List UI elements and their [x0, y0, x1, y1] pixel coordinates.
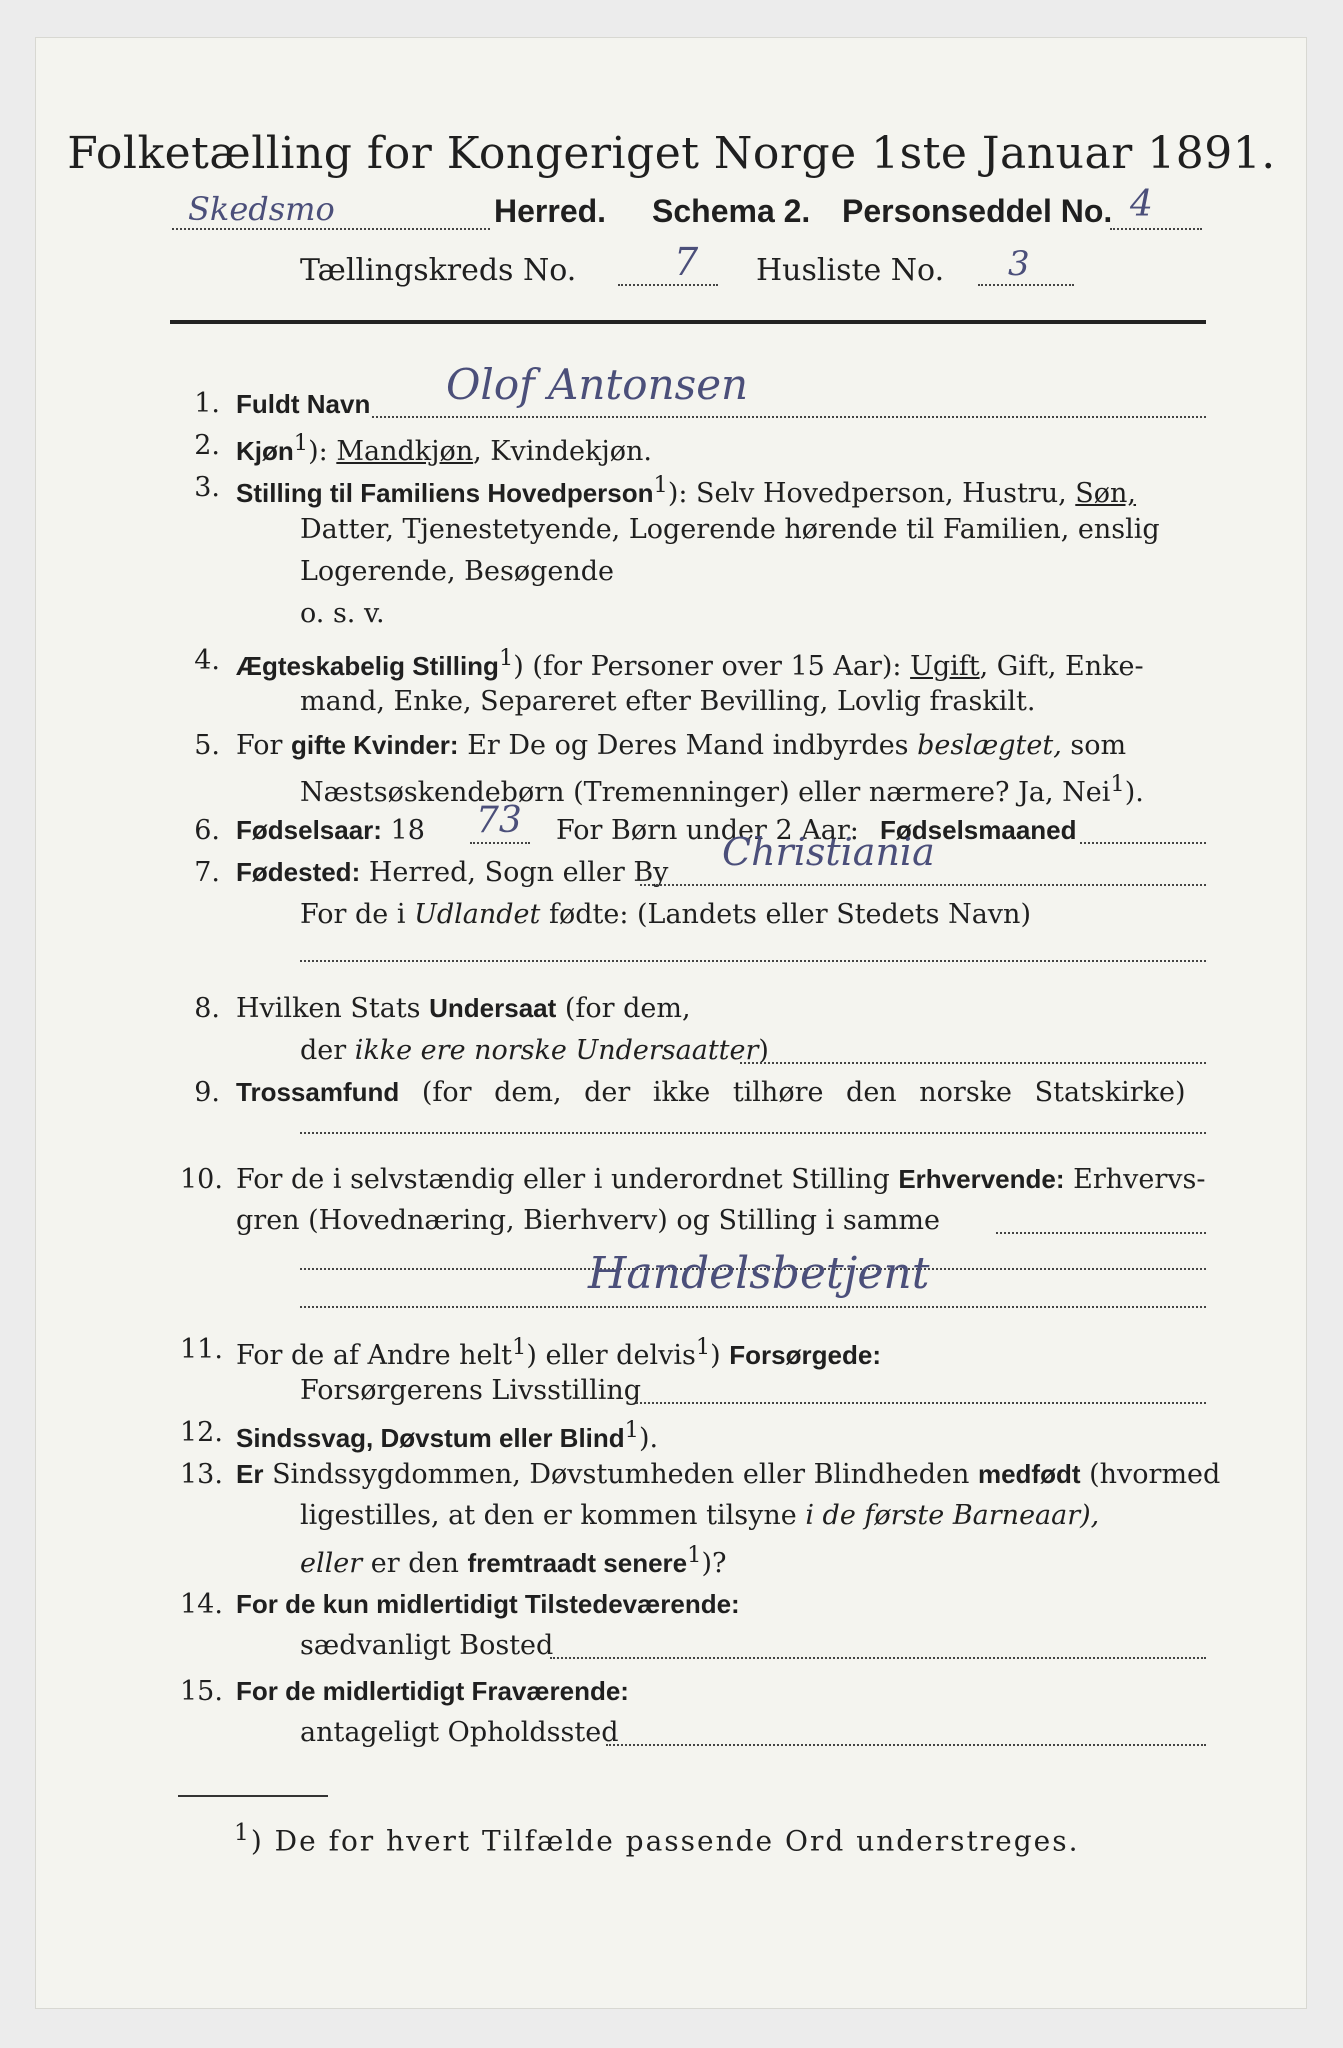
field-14-label: For de kun midlertidigt Tilstedeværende: [236, 1589, 740, 1619]
field-4-number: 4. [194, 645, 220, 676]
field-1-line [372, 416, 1206, 418]
footnote-mark: 1 [234, 1818, 251, 1846]
field-7-value: Christiania [722, 830, 935, 874]
field-6-year-prefix: 18 [390, 815, 425, 846]
field-7-abroad-lead: For de i [300, 899, 406, 930]
field-13-footnote-mark: 1 [687, 1542, 702, 1568]
field-5-end: ). [1124, 777, 1144, 808]
husliste-value: 3 [1008, 244, 1030, 284]
field-5-number: 5. [194, 730, 220, 761]
field-13-italic-2: eller [300, 1548, 363, 1579]
header-rule [170, 320, 1206, 324]
form-title: Folketælling for Kongeriget Norge 1ste Januar 1891. [67, 128, 1276, 179]
field-3-options-line: Datter, Tjenestetyende, Logerende hørende til Familien, enslig [300, 514, 1160, 545]
field-5-text-end: som [1070, 730, 1127, 761]
field-10-value: Handelsbetjent [588, 1248, 930, 1299]
field-4-text-end: , Gift, Enke- [979, 651, 1144, 682]
field-13-label-2: medfødt [977, 1459, 1081, 1489]
field-11-text-3: ) [710, 1340, 721, 1371]
field-10-line-3 [300, 1306, 1206, 1308]
field-13-row-3 [300, 1542, 726, 1579]
field-11-footnote-mark-2: 1 [695, 1334, 711, 1360]
herred-value: Skedsmo [188, 190, 335, 228]
taellingskreds-dotted-line [618, 284, 718, 286]
field-6-label: Fødselsaar: [236, 815, 382, 845]
field-10-text: For de i selvstændig eller i underordnet Stilling [236, 1164, 890, 1195]
field-5-row [236, 730, 1126, 761]
field-7-abroad-italic: Udlandet [414, 899, 541, 930]
field-8-close: ) [758, 1035, 769, 1066]
field-3-etc: o. s. v. [300, 598, 385, 629]
field-14-row-2: sædvanligt Bosted [300, 1630, 554, 1661]
field-6-year-line [470, 842, 530, 844]
field-5-lead: For [236, 730, 283, 761]
field-7-abroad-line [300, 960, 1206, 962]
field-7-abroad-text: fødte: (Landets eller Stedets Navn) [548, 899, 1031, 930]
field-13-row [236, 1459, 1220, 1490]
field-9-line [300, 1132, 1206, 1134]
field-13-number: 13. [180, 1459, 223, 1490]
field-14-number: 14. [180, 1589, 223, 1620]
field-2-selected-option: Mandkjøn [336, 436, 474, 467]
field-11-row-2: Forsørgerens Livsstilling [300, 1375, 642, 1406]
field-6-month-line [1080, 842, 1206, 844]
field-12-row [236, 1417, 658, 1454]
husliste-label: Husliste No. [756, 253, 945, 288]
field-3-footnote-mark: 1 [653, 472, 668, 498]
field-10-row-2: gren (Hovednæring, Bierhverv) og Stilling i samme [236, 1205, 941, 1236]
field-13-text-end: (hvormed [1089, 1459, 1221, 1490]
herred-dotted-line [172, 228, 490, 230]
field-1-label: Fuldt Navn [236, 389, 371, 419]
field-4-options-line: mand, Enke, Separeret efter Bevilling, Lovlig fraskilt. [300, 686, 1036, 717]
schema-label: Schema 2. [652, 193, 811, 229]
field-5-question-line [300, 771, 1144, 808]
husliste-dotted-line [978, 284, 1074, 286]
field-10-text-end: Erhvervs- [1073, 1164, 1206, 1195]
field-13-text-2: ligestilles, at den er kommen tilsyne [300, 1500, 797, 1531]
field-13-italic-1: i de første Barneaar), [805, 1500, 1100, 1531]
footnote-text: ) De for hvert Tilfælde passende Ord understreges. [250, 1824, 1080, 1858]
field-13-text-3: er den [370, 1548, 459, 1579]
field-10-number: 10. [180, 1164, 223, 1195]
field-9-label: Trossamfund [236, 1077, 400, 1107]
field-12-label: Sindssvag, Døvstum eller Blind [236, 1423, 625, 1453]
field-6-row [236, 815, 425, 846]
field-11-footnote-mark-1: 1 [512, 1334, 527, 1360]
personseddel-label: Personseddel No. [842, 193, 1113, 229]
field-8-label: Undersaat [429, 993, 557, 1023]
field-10-row [236, 1164, 1206, 1195]
field-13-end: )? [701, 1548, 727, 1579]
field-5-question: Næstsøskendebørn (Tremenninger) eller nærmere? Ja, Nei [300, 777, 1111, 808]
field-8-text: Hvilken Stats [236, 993, 421, 1024]
field-9-number: 9. [194, 1077, 220, 1108]
field-13-label-1: Er [236, 1459, 264, 1489]
field-8-italic: ikke ere norske Undersaatter [354, 1035, 759, 1066]
field-2-other-option: , Kvindekjøn. [473, 436, 652, 467]
field-10-label: Erhvervende: [898, 1164, 1065, 1194]
field-2-row [236, 430, 652, 467]
field-13-label-3: fremtraadt senere [467, 1548, 688, 1578]
field-2-footnote-mark: 1 [293, 430, 309, 456]
field-14-line [550, 1657, 1206, 1659]
field-10-line-1 [996, 1232, 1206, 1234]
footnote-rule [178, 1795, 328, 1797]
field-5-label: gifte Kvinder: [291, 730, 459, 760]
field-4-row [236, 645, 1144, 682]
field-3-number: 3. [194, 472, 220, 503]
field-8-text-end: (for dem, [564, 993, 691, 1024]
taellingskreds-value: 7 [674, 240, 699, 284]
field-15-row-2: antageligt Opholdssted [300, 1717, 619, 1748]
field-6-text: For Børn under 2 Aar: [556, 815, 859, 846]
field-3-row [236, 472, 1136, 509]
taellingskreds-label: Tællingskreds No. [300, 253, 577, 288]
field-12-number: 12. [180, 1417, 223, 1448]
field-15-number: 15. [180, 1676, 223, 1707]
field-3-options-line-2: Logerende, Besøgende [300, 556, 614, 587]
field-4-text: ) (for Personer over 15 Aar): [513, 651, 902, 682]
field-15-line [606, 1744, 1206, 1746]
field-11-text-2: ) eller delvis [526, 1340, 696, 1371]
field-3-selected-option: Søn, [1075, 478, 1137, 509]
field-15-label: For de midlertidigt Fraværende: [236, 1676, 629, 1706]
field-8-row-2 [300, 1035, 769, 1066]
field-8-line [740, 1062, 1206, 1064]
field-1-number: 1. [194, 388, 220, 419]
field-2-separator: ): [308, 436, 328, 467]
field-1-value: Olof Antonsen [446, 360, 749, 409]
field-5-italic: beslægtet, [917, 730, 1062, 761]
field-3-text: ): Selv Hovedperson, Hustru, [667, 478, 1067, 509]
personseddel-dotted-line [1110, 228, 1202, 230]
field-8-row [236, 993, 691, 1024]
footnote [234, 1818, 1079, 1857]
field-6-label-2: Fødselsmaaned [880, 815, 1077, 845]
field-7-line [640, 884, 1206, 886]
field-11-text: For de af Andre helt [236, 1340, 513, 1371]
field-7-label: Fødested: [236, 857, 361, 887]
field-3-label: Stilling til Familiens Hovedperson [236, 478, 654, 508]
field-5-text: Er De og Deres Mand indbyrdes [467, 730, 909, 761]
field-7-row [236, 857, 668, 888]
field-11-line [636, 1402, 1206, 1404]
field-11-label: Forsørgede: [729, 1340, 881, 1370]
field-4-selected-option: Ugift [910, 651, 980, 682]
field-2-label: Kjøn [236, 436, 294, 466]
field-8-lead: der [300, 1035, 347, 1066]
field-11-number: 11. [180, 1334, 223, 1365]
field-4-footnote-mark: 1 [498, 645, 514, 671]
field-4-label: Ægteskabelig Stilling [236, 651, 499, 681]
field-11-row [236, 1334, 881, 1371]
herred-label: Herred. [494, 193, 607, 229]
field-13-text: Sindssygdommen, Døvstumheden eller Blindheden [272, 1459, 970, 1490]
field-9-row [236, 1077, 1186, 1108]
field-13-row-2 [300, 1500, 1099, 1531]
field-7-text: Herred, Sogn eller By [368, 857, 669, 888]
field-12-end: ). [638, 1423, 659, 1454]
field-8-number: 8. [194, 993, 220, 1024]
field-7-number: 7. [194, 857, 220, 888]
personseddel-value: 4 [1130, 184, 1153, 225]
field-6-number: 6. [194, 815, 220, 846]
field-6-value: 73 [476, 800, 522, 841]
field-7-abroad-row [300, 899, 1031, 930]
field-2-number: 2. [194, 430, 220, 461]
field-5-footnote-mark: 1 [1110, 771, 1125, 797]
field-12-footnote-mark: 1 [624, 1417, 639, 1443]
field-9-text: (for dem, der ikke tilhøre den norske Statskirke) [421, 1077, 1186, 1108]
